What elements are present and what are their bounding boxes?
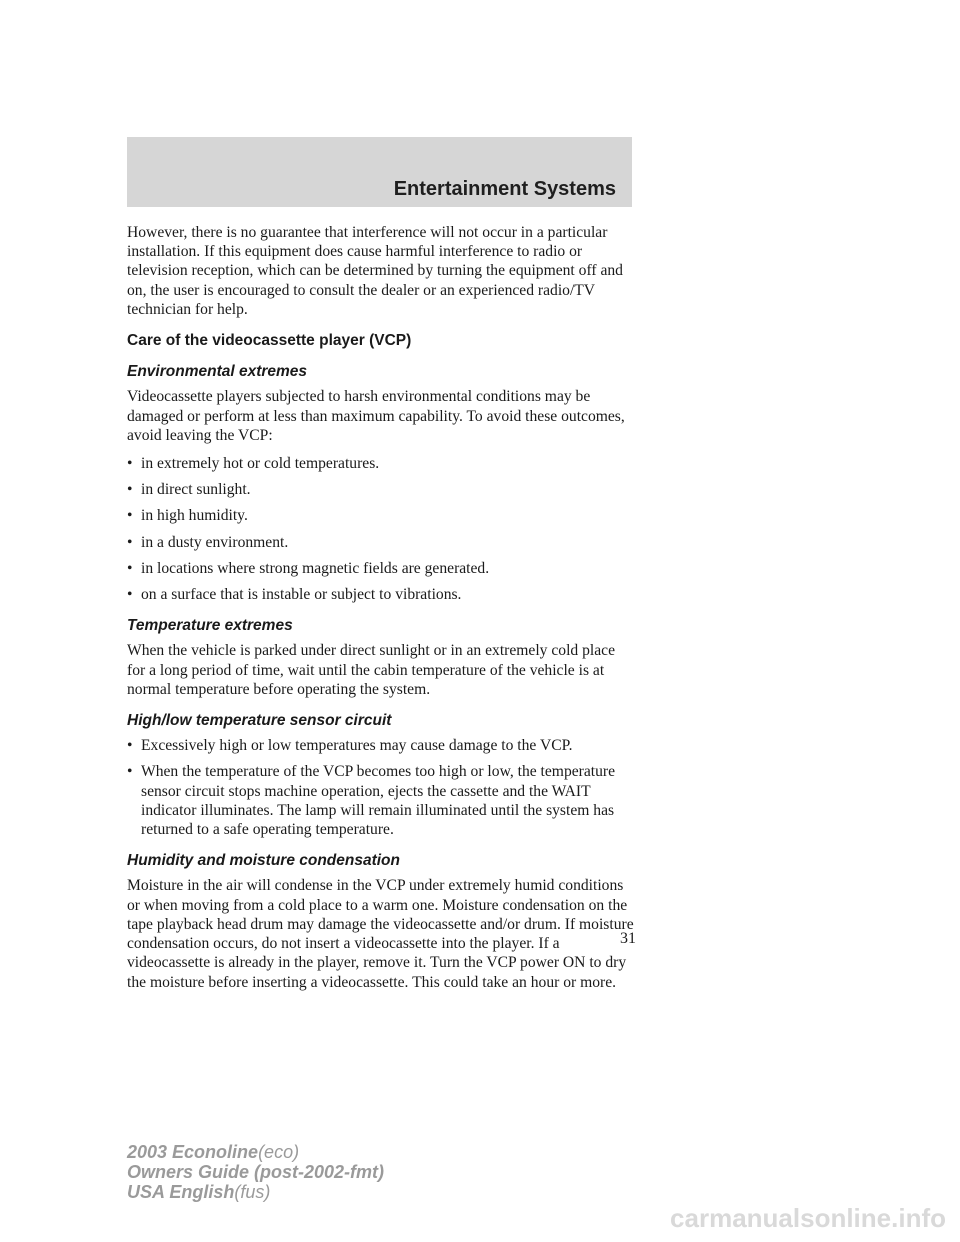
list-item: • in extremely hot or cold temperatures. xyxy=(127,455,380,473)
bullet-icon: • xyxy=(127,455,133,473)
page-number: 31 xyxy=(620,930,636,947)
bullet-icon: • xyxy=(127,737,133,755)
list-item: • in direct sunlight. xyxy=(127,481,251,499)
section-header-band xyxy=(127,137,632,207)
footer-language-code: (fus) xyxy=(234,1182,271,1202)
sensor-list xyxy=(127,736,637,839)
list-item: • When the temperature of the VCP becomes too high or low, the temperature sensor circuit stops machine operation, ejects the cassette and the WAIT indicator illuminates. The lamp will remain illuminated until the system has returned to a safe operating temperature. xyxy=(127,763,616,839)
footer-language: USA English xyxy=(127,1182,235,1202)
list-item: • Excessively high or low temperatures may cause damage to the VCP. xyxy=(127,737,573,755)
humidity-text: Moisture in the air will condense in the VCP under extremely humid conditions or when moving from a cold place to a warm one. Moisture condensation on the tape playback head drum may damage the videocassette and/or drum. If moisture condensation occurs, do not insert a videocassette into the player. If a videocassette is already in the player, remove it. Turn the VCP power ON to dry the moisture before inserting a videocassette. This could take an hour or more. xyxy=(127,877,634,991)
footer-guide: Owners Guide (post-2002-fmt) xyxy=(127,1162,385,1182)
environmental-list xyxy=(127,454,637,604)
footer xyxy=(127,1142,384,1202)
watermark: carmanualsonline.info xyxy=(670,1203,946,1233)
care-heading: Care of the videocassette player (VCP) xyxy=(127,332,412,350)
footer-model: 2003 Econoline xyxy=(127,1142,259,1162)
bullet-icon: • xyxy=(127,533,133,551)
bullet-icon: • xyxy=(127,481,133,499)
list-item: • on a surface that is instable or subject to vibrations. xyxy=(127,586,462,604)
page-content xyxy=(127,223,637,1001)
list-item: • in locations where strong magnetic fields are generated. xyxy=(127,559,490,577)
bullet-icon: • xyxy=(127,507,133,525)
intro-paragraph: However, there is no guarantee that interference will not occur in a particular installation. If this equipment does cause harmful interference to radio or television reception, which can be determined by turning the equipment off and on, the user is encouraged to consult the dealer or an experienced radio/TV technician for help. xyxy=(127,224,623,318)
humidity-heading: Humidity and moisture condensation xyxy=(127,852,400,870)
section-title: Entertainment Systems xyxy=(393,178,616,200)
bullet-icon: • xyxy=(127,586,133,604)
temperature-text: When the vehicle is parked under direct sunlight or in an extremely cold place for a long period of time, wait until the cabin temperature of the vehicle is at normal temperature before operating the system. xyxy=(127,642,615,698)
sensor-heading: High/low temperature sensor circuit xyxy=(127,712,392,730)
bullet-icon: • xyxy=(127,763,133,781)
footer-model-code: (eco) xyxy=(258,1142,300,1162)
environmental-text: Videocassette players subjected to harsh environmental conditions may be damaged or perform at less than maximum capability. To avoid these outcomes, avoid leaving the VCP: xyxy=(127,388,625,444)
temperature-heading: Temperature extremes xyxy=(127,617,293,635)
list-item: • in a dusty environment. xyxy=(127,533,289,551)
environmental-heading: Environmental extremes xyxy=(127,363,308,381)
bullet-icon: • xyxy=(127,559,133,577)
list-item: • in high humidity. xyxy=(127,507,248,525)
